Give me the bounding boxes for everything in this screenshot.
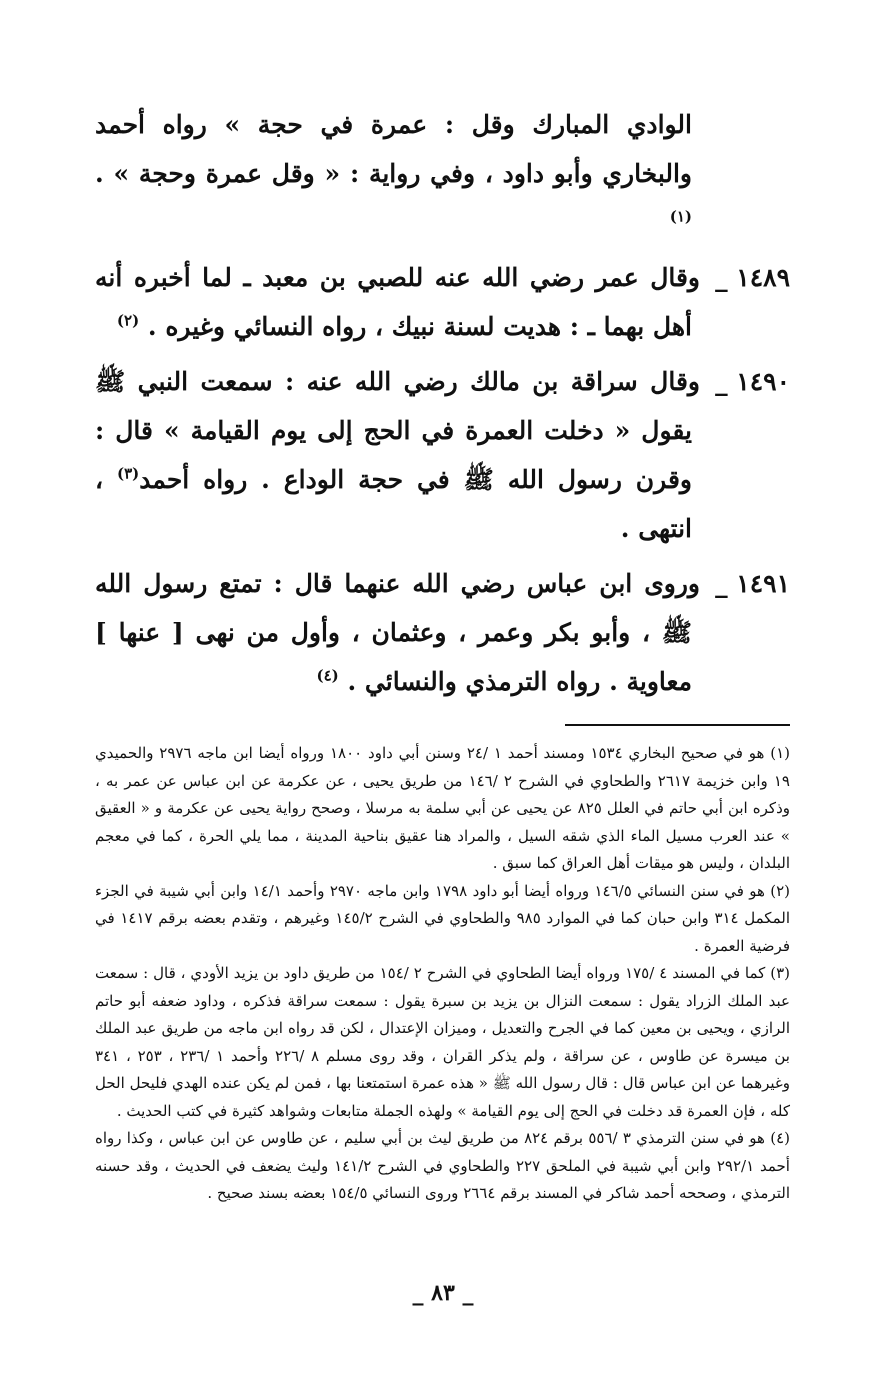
hadith-entry-1490 [95, 357, 790, 553]
footnote-2: (٢) هو في سنن النسائي ١٤٦/٥ ورواه أيضا أبو داود ١٧٩٨ وابن ماجه ٢٩٧٠ وأحمد ١٤/١ وابن أبي شيبة في الجزء المكمل ٣١٤ وابن حبان كما في الموارد ٩٨٥ والطحاوي في الشرح ١٤٥/٢ وغيرهم ، وتقدم بعضه برقم ١٤١٧ في فرضية العمرة . [95, 881, 791, 955]
entry-text: وروى ابن عباس رضي الله عنهما قال : تمتع رسول الله ﷺ ، وأبو بكر وعمر ، وعثمان ، وأول من نهى [ عنها ] معاوية . رواه الترمذي والنسائي . [95, 569, 700, 696]
entry-text: وقال عمر رضي الله عنه للصبي بن معبد ـ لما أخبره أنه أهل بهما ـ : هديت لسنة نبيك ، رواه النسائي وغيره . [95, 263, 700, 341]
entry-number: ١٤٩٠ _ [715, 367, 790, 396]
entry-number: ١٤٩١ _ [715, 569, 790, 598]
intro-text: الوادي المبارك وقل : عمرة في حجة » رواه أحمد والبخاري وأبو داود ، وفي رواية : « وقل عمرة وحجة » . [95, 110, 692, 188]
hadith-entry-1491 [95, 559, 790, 706]
footnote-ref-1: (١) [669, 207, 692, 226]
footnote-divider [565, 724, 790, 726]
entry-tail: ، انتهى . [95, 465, 692, 543]
footnotes-section [95, 740, 790, 1208]
footnote-4: (٤) هو في سنن الترمذي ٣ /٥٥٦ برقم ٨٢٤ من طريق ليث بن أبي سليم ، عن طاوس عن ابن عباس ، وكذا رواه أحمد ٢٩٢/١ وابن أبي شيبة في الملحق ٢٢٧ والطحاوي في الشرح ١٤١/٢ وليث يضعف في الحديث ، وقد حسنه الترمذي ، وصححه أحمد شاكر في المسند برقم ٢٦٦٤ وروى النسائي ١٥٤/٥ بعضه بسند صحيح . [95, 1129, 790, 1202]
footnote-ref-4: (٤) [316, 666, 339, 685]
entry-number: ١٤٨٩ _ [715, 263, 790, 292]
footnote-ref-2: (٢) [116, 311, 140, 330]
footnote-ref-3: (٣) [116, 464, 140, 483]
footnote-3: (٣) كما في المسند ٤ /١٧٥ ورواه أيضا الطحاوي في الشرح ٢ /١٥٤ من طريق داود بن يزيد الأودي ، قال : سمعت عبد الملك الزراد يقول : سمعت النزال بن يزيد بن سبرة يقول : سمعت سراقة فذكره ، وداود ضعفه أبو حاتم الرازي ، ويحيى بن معين كما في الجرح والتعديل ، وميزان الإعتدال ، لكن قد رواه ابن ماجه من طريق عبد الملك بن ميسرة عن طاوس ، عن سراقة ، ولم يذكر القران ، وقد روى مسلم ٨ /٢٢٦ وأحمد ١ /٢٣٦ ، ٢٥٣ ، ٣٤١ وغيرهما عن ابن عباس قال : قال رسول الله ﷺ « هذه عمرة استمتعنا بها ، فمن لم يكن عنده الهدي فليحل الحل كله ، فإن العمرة قد دخلت في الحج إلى يوم القيامة » ولهذه الجملة متابعات وشواهد كثيرة في كتب الحديث . [95, 964, 790, 1120]
book-page [95, 100, 790, 1208]
page-number: _ ٨٣ _ [412, 1280, 474, 1306]
footnote-1: (١) هو في صحيح البخاري ١٥٣٤ ومسند أحمد ١ /٢٤ وسنن أبي داود ١٨٠٠ ورواه أيضا ابن ماجه ٢٩٧٦ والحميدي ١٩ وابن خزيمة ٢٦١٧ والطحاوي في الشرح ٢ /١٤٦ من طريق يحيى ، عن عكرمة عن ابن عباس عن عمر به ، وذكره ابن أبي حاتم في العلل ٨٢٥ عن يحيى عن أبي سلمة به مرسلا ، وصحح رواية يحيى عن عكرمة و « العقيق » عند العرب مسيل الماء الذي شقه السيل ، والمراد هنا عقيق بناحية المدينة ، مما يلي الحرة ، كما في معجم البلدان ، وليس هو ميقات أهل العراق كما سبق . [95, 744, 790, 872]
entry-text: وقال سراقة بن مالك رضي الله عنه : سمعت النبي ﷺ يقول « دخلت العمرة في الحج إلى يوم القيامة » قال : وقرن رسول الله ﷺ في حجة الوداع . رواه أحمد [95, 367, 700, 494]
hadith-entry-1489 [95, 253, 790, 351]
intro-paragraph [95, 100, 790, 247]
